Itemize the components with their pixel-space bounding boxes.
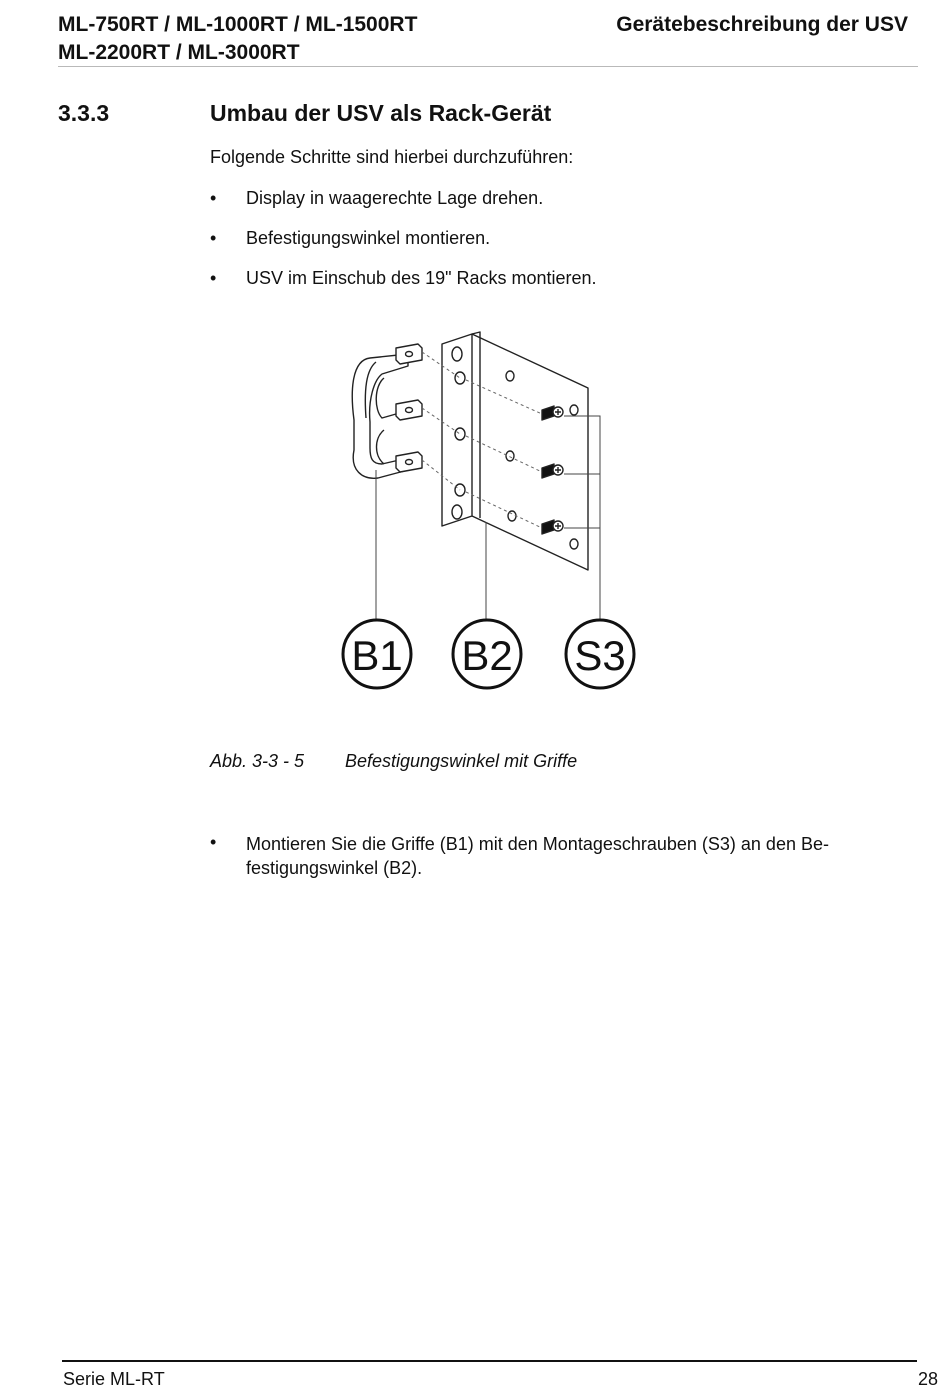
- instruction-text: Montieren Sie die Griffe (B1) mit den Montageschrauben (S3) an den Be-festigungswinkel (B2).: [246, 834, 829, 878]
- bullet-icon: •: [210, 228, 217, 248]
- screws-drawing: [542, 406, 563, 534]
- bullet-icon: •: [210, 188, 217, 208]
- header-divider: [58, 66, 918, 67]
- callout-s3: [566, 620, 634, 688]
- footer-divider: [62, 1360, 917, 1362]
- assembly-lines: [422, 352, 542, 528]
- figure-caption-number: Abb. 3-3 - 5: [210, 751, 305, 771]
- header-models-line1: ML-750RT / ML-1000RT / ML-1500RT: [58, 13, 418, 36]
- list-item: [210, 187, 910, 227]
- handle-drawing: [352, 344, 422, 478]
- step-text: Befestigungswinkel montieren.: [246, 228, 491, 248]
- footer-series: Serie ML-RT: [63, 1369, 165, 1389]
- bracket-handle-diagram: [330, 330, 650, 700]
- bracket-drawing: [442, 332, 588, 570]
- list-item: [210, 267, 910, 307]
- intro-text: Folgende Schritte sind hierbei durchzuführen:: [210, 147, 574, 167]
- steps-list: [210, 187, 910, 307]
- step-text: Display in waagerechte Lage drehen.: [246, 188, 544, 208]
- callout-b1: [343, 620, 411, 688]
- section-number: 3.3.3: [58, 100, 110, 126]
- callout-b2: [453, 620, 521, 688]
- header-chapter: Gerätebeschreibung der USV: [616, 13, 908, 36]
- figure-caption-text: Befestigungswinkel mit Griffe: [345, 751, 578, 771]
- step-text: USV im Einschub des 19" Racks montieren.: [246, 268, 597, 288]
- bullet-icon: •: [210, 268, 217, 288]
- list-item: [210, 227, 910, 267]
- page-number: 28: [917, 1369, 938, 1389]
- callout-b1-label: B1: [351, 632, 403, 679]
- section-title: Umbau der USV als Rack-Gerät: [210, 100, 552, 126]
- callout-b2-label: B2: [461, 632, 513, 679]
- bullet-icon: •: [210, 832, 217, 852]
- callout-s3-label: S3: [574, 632, 626, 679]
- header-models-line2: ML-2200RT / ML-3000RT: [58, 41, 300, 64]
